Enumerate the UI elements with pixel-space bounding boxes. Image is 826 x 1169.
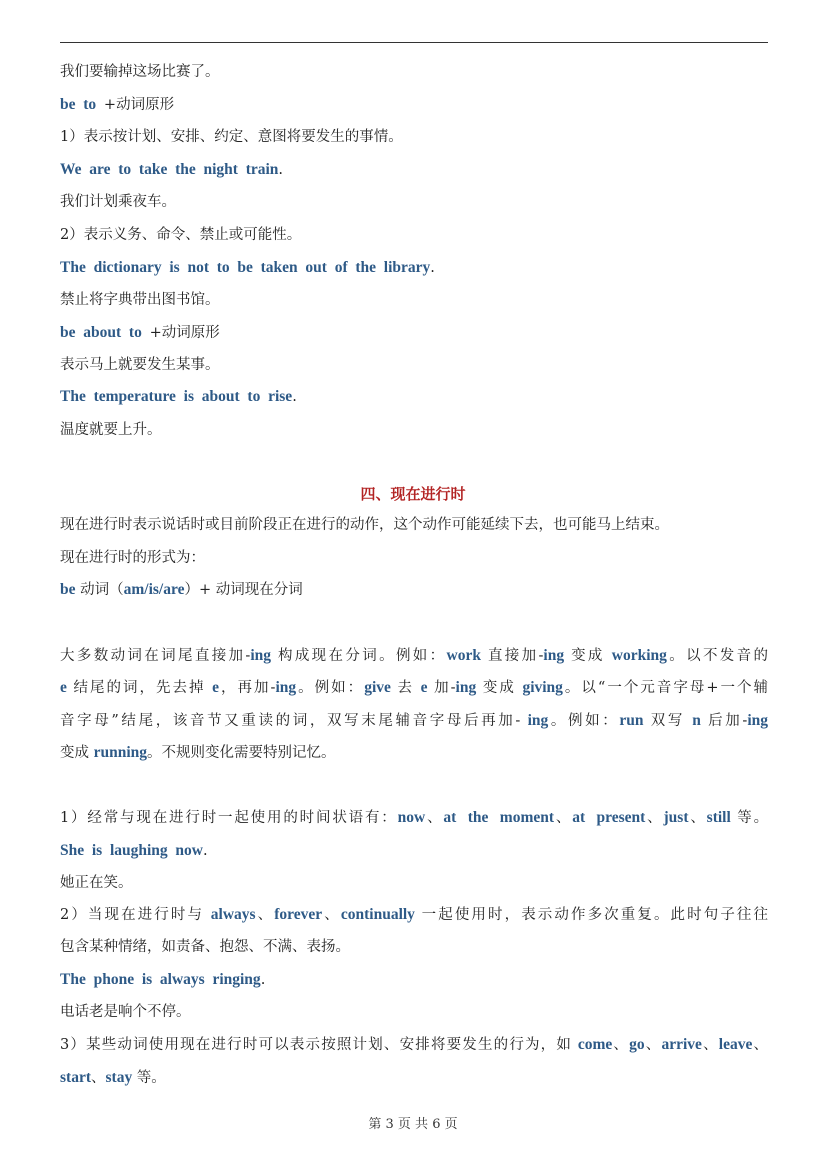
text-segment: 。以不发音的	[666, 648, 769, 664]
text-line	[60, 1068, 768, 1088]
text-line	[60, 873, 768, 893]
text-line	[60, 1035, 768, 1055]
text-segment: 电话老是响个不停。	[60, 1004, 191, 1020]
text-line	[60, 290, 768, 310]
english-term: give	[364, 679, 391, 696]
text-segment: ，再加-	[219, 680, 276, 696]
english-term: start	[60, 1069, 91, 1086]
text-line	[60, 808, 768, 828]
text-segment: 我们要输掉这场比赛了。	[60, 64, 220, 80]
text-segment: 。例如：	[548, 713, 620, 729]
text-segment: 一起使用时，表示动作多次重复。此时句子往往	[414, 907, 769, 923]
english-term: ing	[543, 647, 565, 664]
text-segment: 等。	[730, 810, 769, 826]
english-term: work	[446, 647, 481, 664]
english-term: ing	[275, 679, 297, 696]
english-term: The phone is always ringing	[60, 971, 261, 988]
text-segment: 2）表示义务、命令、禁止或可能性。	[60, 227, 302, 243]
english-term: The temperature is about to rise	[60, 388, 293, 405]
text-segment: .	[292, 389, 297, 405]
text-line	[60, 1002, 768, 1022]
text-segment: 3）某些动词使用现在进行时可以表示按照计划、安排将要发生的行为，如	[60, 1037, 578, 1053]
text-segment: 双写	[643, 713, 693, 729]
english-term: ing	[527, 712, 549, 729]
english-term: just	[663, 809, 689, 826]
text-segment: 我们计划乘夜车。	[60, 194, 176, 210]
english-term: working	[611, 647, 667, 664]
text-segment: 大多数动词在词尾直接加-	[60, 648, 251, 664]
english-term: be	[60, 581, 76, 598]
text-segment: 现在进行时的形式为：	[60, 550, 205, 566]
text-segment: 、	[701, 1037, 719, 1053]
english-term: be about to	[60, 324, 150, 341]
text-line	[60, 937, 768, 957]
text-segment: 后加-	[700, 713, 748, 729]
text-line	[60, 192, 768, 212]
text-segment: 、	[425, 810, 444, 826]
text-segment: 表示马上就要发生某事。	[60, 357, 220, 373]
text-line	[60, 711, 768, 731]
english-term: arrive	[661, 1036, 702, 1053]
english-term: am/is/are	[123, 581, 185, 598]
text-segment: +动词原形	[149, 325, 220, 341]
text-line	[60, 160, 768, 180]
text-line	[60, 678, 768, 698]
english-term: e	[60, 679, 67, 696]
english-term: n	[692, 712, 701, 729]
text-segment: 、	[645, 810, 664, 826]
english-term: e	[212, 679, 220, 696]
text-line	[60, 548, 768, 568]
text-line	[60, 970, 768, 990]
text-line	[60, 127, 768, 147]
text-line	[60, 515, 768, 535]
text-line	[60, 323, 768, 343]
page-footer: 第 3 页 共 6 页	[368, 1117, 458, 1132]
text-segment: ）+ 动词现在分词	[184, 582, 303, 598]
text-segment: 、	[554, 810, 573, 826]
english-term: leave	[718, 1036, 753, 1053]
text-segment: 。例如：	[296, 680, 365, 696]
text-segment: +动词原形	[103, 97, 175, 113]
english-term: giving	[522, 679, 563, 696]
text-line	[60, 646, 768, 666]
text-line	[60, 387, 768, 407]
text-segment: 加-	[427, 680, 456, 696]
text-line	[60, 62, 768, 82]
english-term: e	[420, 679, 428, 696]
english-term: continually	[340, 906, 415, 923]
text-segment: 她正在笑。	[60, 875, 133, 891]
text-segment: 直接加-	[480, 648, 544, 664]
text-segment: 。以“一个元音字母+一个辅	[562, 680, 769, 696]
text-line	[60, 743, 768, 763]
text-segment: 去	[390, 680, 421, 696]
english-term: The dictionary is not to be taken out of the library	[60, 259, 431, 276]
english-term: ing	[250, 647, 271, 664]
english-term: forever	[274, 906, 323, 923]
english-term: now	[397, 809, 426, 826]
text-segment: 、	[255, 907, 275, 923]
text-line	[60, 580, 768, 600]
english-term: be to	[60, 96, 104, 113]
text-segment: 动词（	[75, 582, 124, 598]
english-term: stay	[105, 1069, 133, 1086]
text-segment: 变成	[564, 648, 612, 664]
header-rule	[60, 42, 768, 43]
text-segment: 禁止将字典带出图书馆。	[60, 292, 220, 308]
text-segment: .	[278, 162, 284, 178]
text-line	[60, 95, 768, 115]
text-line	[60, 355, 768, 375]
text-segment: 包含某种情绪，如责备、抱怨、不满、表扬。	[60, 939, 350, 955]
english-term: always	[210, 906, 256, 923]
text-segment: .	[430, 260, 435, 276]
text-line	[60, 258, 768, 278]
text-segment: 2）当现在进行时与	[60, 907, 211, 923]
english-term: run	[619, 712, 644, 729]
text-segment: 变成	[60, 745, 94, 761]
text-segment: 、	[688, 810, 707, 826]
text-segment: 温度就要上升。	[60, 422, 162, 438]
text-segment: 音字母”结尾，该音节又重读的词，双写末尾辅音字母后再加-	[60, 713, 528, 729]
text-line	[60, 225, 768, 245]
english-term: We are to take the night train	[60, 161, 279, 178]
text-segment: 构成现在分词。例如：	[271, 648, 447, 664]
text-segment: 1）经常与现在进行时一起使用的时间状语有：	[60, 810, 398, 826]
text-segment: 、	[644, 1037, 662, 1053]
english-term: ing	[455, 679, 477, 696]
english-term: come	[577, 1036, 613, 1053]
text-segment: .	[260, 972, 266, 988]
text-segment: 、	[752, 1037, 769, 1053]
english-term: ing	[747, 712, 769, 729]
text-line	[60, 841, 768, 861]
english-term: running	[93, 744, 148, 761]
english-term: at present	[572, 809, 646, 826]
english-term: go	[629, 1036, 645, 1053]
text-line	[60, 420, 768, 440]
english-term: She is laughing now	[60, 842, 203, 859]
text-segment: 等。	[132, 1070, 166, 1086]
text-segment: 。不规则变化需要特别记忆。	[147, 745, 336, 761]
english-term: still	[706, 809, 731, 826]
text-segment: 现在进行时表示说话时或目前阶段正在进行的动作，这个动作可能延续下去，也可能马上结束。	[60, 517, 669, 533]
text-segment: 结尾的词，先去掉	[66, 680, 213, 696]
text-segment: 、	[612, 1037, 630, 1053]
text-segment: 1）表示按计划、安排、约定、意图将要发生的事情。	[60, 129, 403, 145]
text-segment: 、	[322, 907, 341, 923]
text-segment: .	[203, 843, 208, 859]
section-heading: 四、现在进行时	[360, 485, 466, 503]
text-line	[60, 905, 768, 925]
english-term: at the moment	[443, 809, 555, 826]
text-segment: 、	[91, 1070, 106, 1086]
text-segment: 变成	[476, 680, 523, 696]
